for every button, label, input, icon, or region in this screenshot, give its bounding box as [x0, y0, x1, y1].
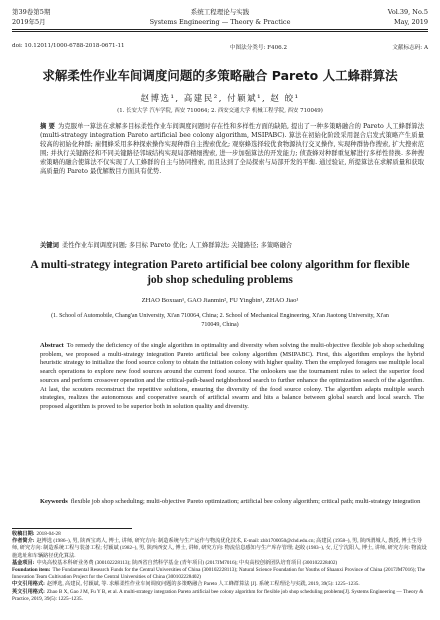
keywords-cn-text: 柔性作业车间调度问题; 多目标 Pareto 优化; 人工蜂群算法; 关键路径; 多策略融合 — [61, 242, 293, 249]
doi: doi: 10.12011/1000-6788-2018-0671-11 — [12, 43, 125, 49]
abstract-en-label: Abstract — [40, 342, 64, 349]
article-meta — [12, 43, 428, 51]
abstract-cn-label: 摘 要 — [40, 123, 55, 130]
affiliation-en: (1. School of Automobile, Chang'an University, Xi'an 710064, China; 2. School of Mechanical Engineering, Xi'an Jiaotong University, Xi'an 710049, China) — [51, 313, 389, 328]
footnote-received: 收稿日期: 2018-04-28 — [12, 531, 61, 537]
abstract-cn — [40, 122, 424, 176]
abstract-en-text: To remedy the deficiency of the single algorithm in optimality and diversity when solving the multi-objective flexible job shop scheduling problem, we proposed a multi-strategy integration Pareto artificial bee colony algorithm (MSIPABC). First, this algorithm employs the hybrid heuristic strategy to initialize the food source colony to obtain the initiation colony with higher quality. Then the employed foragers use multiple local search operations to explore new food sources around the current food source. The onlookers use the tournament rules to select the superior food sources and perform crossover operation and the critical-path-based neighborhood search to further enhance the optimization search of the algorithm. At last, the scouters reconstruct the repetitive solutions, ensuring the diversity of the food source colony. The algorithm adapts multiple search strategies, realizes the autonomous and cooperative search of artificial swarm and hits a balance between global search and local search. The proposed algorithm is proved to be superior both in solution quality and diversity. — [40, 342, 424, 410]
abstract-cn-text: 为克服单一算法在求解多目标柔性作业车间调度问题时存在性和多样性方面的缺陷, 提出了一种多策略融合的 Pareto 人工蜂群算法 (multi-strategy integration Pareto artificial bee colony algorithm, MSIPABC). 算法在初始化阶段采用混合启发式策略产生质量较高的初始化种群; 雇佣蜂采用多种探索操作实现种群自主搜索优化; 观察蜂选择较优食物源执行交叉操作, 实现种群协作搜索, 扩大搜索范围; 并执行关键路径和不同关键路径邻域结构实现局部精细搜索, 进一步加强算法的开发能力; 侦查蜂对种群重复解进行多样性替换. 多种搜索策略的融合使算法不仅实现了人工蜂群的自主与协同搜索, 而且达到了全局探索与局部开发的平衡. 通过验证, 所提算法在求解质量和获取高质量的 Pareto 最优解数目方面具有优势. — [40, 123, 424, 175]
header-rule-thin — [12, 31, 428, 32]
header-volume-en: Vol.39, No.5 — [387, 8, 428, 16]
keywords-en — [40, 498, 424, 507]
header-rule — [12, 29, 428, 30]
header-volume-cn: 第39卷第5期 — [12, 8, 51, 16]
header-journal-en: Systems Engineering — Theory & Practice — [149, 18, 291, 26]
footnote-author: 作者简介: 赵博选 (1986–), 男, 陕西宝鸡人, 博士, 讲师, 研究方向: 制造系统与生产运作与物流优化技术, E-mail: zhb1700050@chd.edu.cn; 高建民 (1958–), 男, 陕西渭城人, 教授, 博士生导师, 研究方向: 制造系统工程与装备工程; 付颖斌 (1982–), 男, 陕西西安人, 博士, 讲师, 研究方向: 物流信息感知与生产库存管理; 赵皎 (1983–), 女, 辽宁沈阳人, 博士, 讲师, 研究方向: 物流设施选址和车辆路径优化算法. — [12, 538, 427, 559]
abstract-en — [40, 342, 424, 412]
footnote-rule — [12, 528, 132, 529]
keywords-cn — [40, 240, 424, 249]
header-journal-cn: 系统工程理论与实践 — [190, 8, 250, 16]
keywords-en-label: Keywords — [40, 498, 68, 505]
footnote-cite-cn: 中文引用格式: 赵博选, 高建民, 付颖斌, 等. 求解柔性作业车间调度问题的多策略融合 Pareto 人工蜂群算法 [J]. 系统工程理论与实践, 2019, 39(5): 1225–1235. — [12, 581, 360, 588]
clc-code: 中图法分类号: F406.2 — [229, 45, 288, 51]
title-cn: 求解柔性作业车间调度问题的多策略融合 Pareto 人工蜂群算法 — [42, 68, 398, 83]
header-date-cn: 2019年5月 — [12, 18, 46, 26]
keywords-cn-label: 关键词 — [40, 242, 59, 249]
footnote-cite-en: 英文引用格式: Zhao B X, Gao J M, Fu Y B, et al. A multi-strategy integration Pareto artificial bee colony algorithm for flexible job shop scheduling problems[J]. Systems Engineering — Theory & Practice, 2019, 39(5): 1225–1235. — [12, 588, 424, 602]
authors-cn: 赵博选¹, 高建民², 付颖斌¹, 赵 皎¹ — [140, 94, 300, 104]
header-date-en: May, 2019 — [393, 18, 428, 26]
running-header-top — [12, 8, 428, 16]
document-code: 文献标志码: A — [392, 45, 428, 51]
footnote-foundation: Foundation item: The Fundamental Research Funds for the Central Universities of China (300102228113); Natural Science Foundation for Youths of Shaanxi Province of China (2017JM7016); The Innovation Team Cultivation Project for the Central Universities of China (300102228402) — [12, 567, 426, 581]
title-en: A multi-strategy integration Pareto artificial bee colony algorithm for flexible job shop scheduling problems — [30, 259, 410, 286]
affiliation-cn: (1. 长安大学 汽车学院, 西安 710064; 2. 西安交通大学 机械工程学院, 西安 710049) — [117, 108, 323, 114]
keywords-en-text: flexible job shop scheduling; multi-objective Pareto optimization; artificial bee colony algorithm; critical path; multi-strategy integration — [70, 498, 421, 505]
footnote-fund: 基金项目: 中央高校基本科研业务费 (300102228113); 陕西省自然科学基金 (青年项目) (2017JM7016); 中央高校创新团队培育项目 (300102228402) — [12, 559, 338, 566]
authors-en: ZHAO Boxuan¹, GAO Jianmin², FU Yingbin¹, ZHAO Jiao¹ — [141, 297, 299, 304]
footnotes — [12, 531, 428, 603]
running-header-bottom — [12, 18, 428, 26]
